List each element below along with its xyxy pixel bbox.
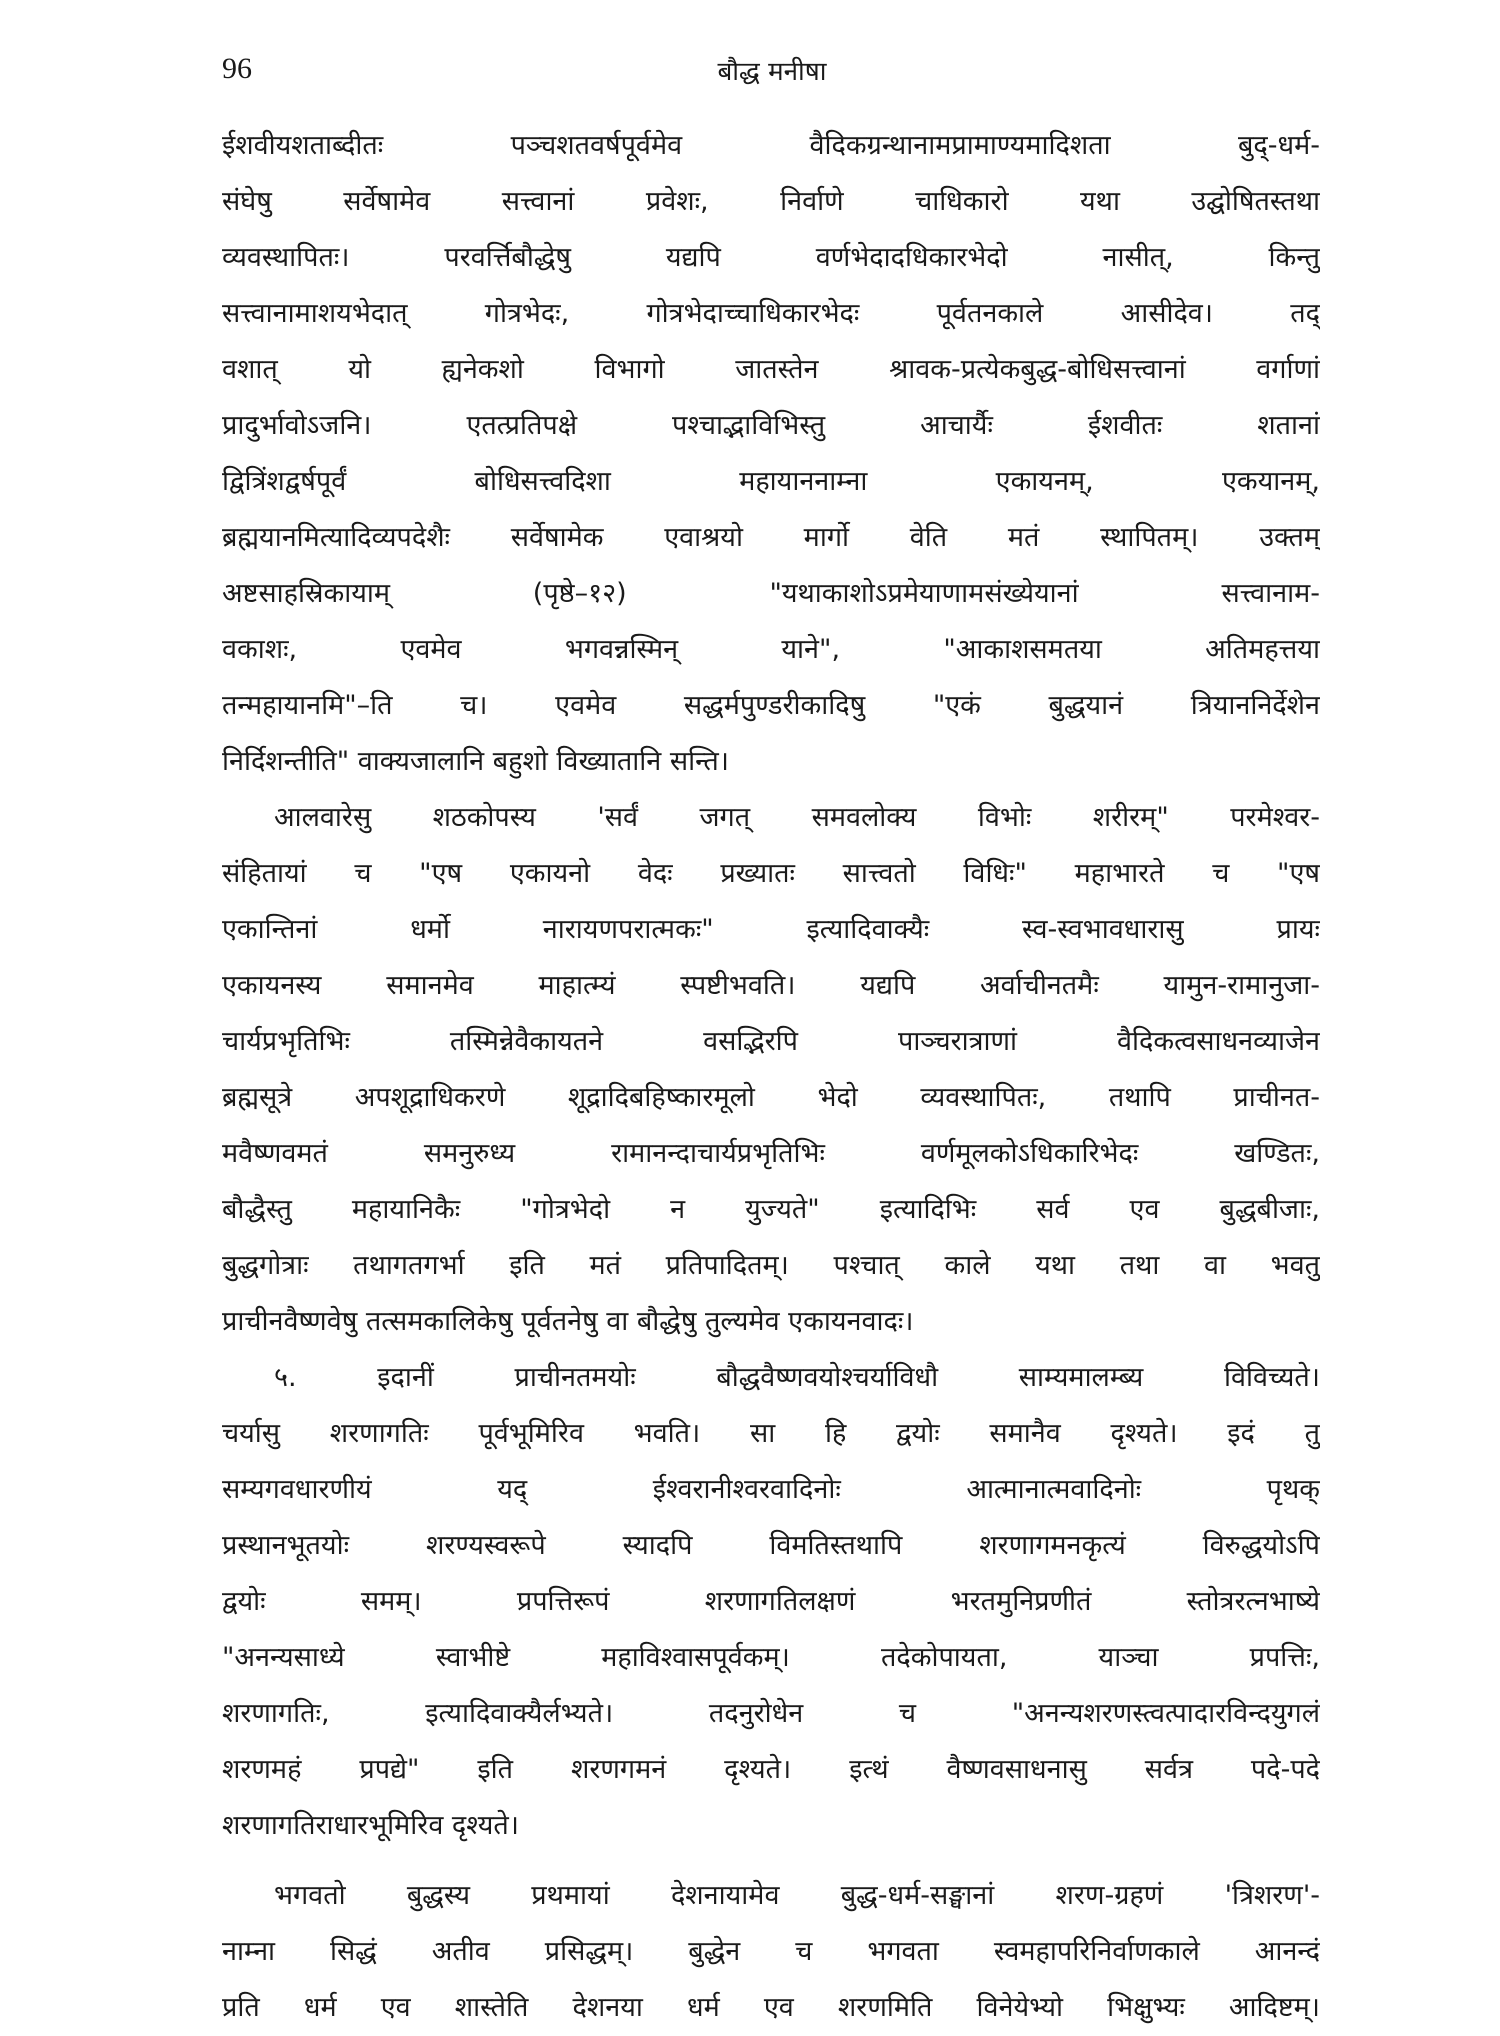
text-line: एकायनस्य समानमेव माहात्म्यं स्पष्टीभवति। यद्यपि अर्वाचीनतमैः यामुन-रामानुजा- bbox=[222, 970, 1320, 1001]
text-line: ब्रह्मसूत्रे अपशूद्राधिकरणे शूद्रादिबहिष्कारमूलो भेदो व्यवस्थापितः, तथापि प्राचीनत- bbox=[222, 1082, 1320, 1113]
paragraph-1 bbox=[222, 118, 1320, 790]
running-title: बौद्ध मनीषा bbox=[717, 57, 827, 87]
text-line: भगवतो बुद्धस्य प्रथमायां देशनायामेव बुद्ध-धर्म-सङ्घानां शरण-ग्रहणं 'त्रिशरण'- bbox=[274, 1880, 1320, 1911]
text-line: प्रस्थानभूतयोः शरण्यस्वरूपे स्यादपि विमतिस्तथापि शरणागमनकृत्यं विरुद्धयोऽपि bbox=[222, 1530, 1320, 1561]
text-line: चर्यासु शरणागतिः पूर्वभूमिरिव भवति। सा हि द्वयोः समानैव दृश्यते। इदं तु bbox=[222, 1418, 1320, 1449]
page-number: 96 bbox=[222, 52, 252, 85]
text-line: व्यवस्थापितः। परवर्त्तिबौद्धेषु यद्यपि वर्णभेदादधिकारभेदो नासीत्, किन्तु bbox=[222, 242, 1320, 273]
text-line: शरणमहं प्रपद्ये" इति शरणगमनं दृश्यते। इत्थं वैष्णवसाधनासु सर्वत्र पदे-पदे bbox=[222, 1754, 1320, 1785]
text-line: मवैष्णवमतं समनुरुध्य रामानन्दाचार्यप्रभृतिभिः वर्णमूलकोऽधिकारिभेदः खण्डितः, bbox=[222, 1138, 1320, 1169]
text-line: अष्टसाहस्रिकायाम् (पृष्ठे–१२) "यथाकाशोऽप्रमेयाणामसंख्येयानां सत्त्वानाम- bbox=[222, 578, 1320, 609]
text-line: प्राचीनवैष्णवेषु तत्समकालिकेषु पूर्वतनेषु वा बौद्धेषु तुल्यमेव एकायनवादः। bbox=[222, 1306, 914, 1337]
text-line: "अनन्यसाध्ये स्वाभीष्टे महाविश्वासपूर्वकम्। तदेकोपायता, याञ्चा प्रपत्तिः, bbox=[222, 1642, 1320, 1673]
text-line: सम्यगवधारणीयं यद् ईश्वरानीश्वरवादिनोः आत्मानात्मवादिनोः पृथक् bbox=[222, 1474, 1320, 1505]
text-line: शरणागतिराधारभूमिरिव दृश्यते। bbox=[222, 1810, 520, 1841]
text-line: बौद्धैस्तु महायानिकैः "गोत्रभेदो न युज्यते" इत्यादिभिः सर्व एव बुद्धबीजाः, bbox=[222, 1194, 1320, 1225]
text-line: द्वित्रिंशद्वर्षपूर्वं बोधिसत्त्वदिशा महायाननाम्ना एकायनम्, एकयानम्, bbox=[222, 466, 1320, 497]
paragraph-2 bbox=[222, 790, 1320, 1350]
text-line: आलवारेसु शठकोपस्य 'सर्वं जगत् समवलोक्य विभोः शरीरम्" परमेश्वर- bbox=[274, 802, 1320, 833]
text-line: निर्दिशन्तीति" वाक्यजालानि बहुशो विख्यातानि सन्ति। bbox=[222, 746, 730, 777]
text-line: शरणागतिः, इत्यादिवाक्यैर्लभ्यते। तदनुरोधेन च "अनन्यशरणस्त्वत्पादारविन्दयुगलं bbox=[222, 1698, 1320, 1729]
text-line: नाम्ना सिद्धं अतीव प्रसिद्धम्। बुद्धेन च भगवता स्वमहापरिनिर्वाणकाले आनन्दं bbox=[222, 1936, 1320, 1967]
text-line: ब्रह्मयानमित्यादिव्यपदेशैः सर्वेषामेक एवाश्रयो मार्गो वेति मतं स्थापितम्। उक्तम् bbox=[222, 522, 1320, 553]
text-line: ईशवीयशताब्दीतः पञ्चशतवर्षपूर्वमेव वैदिकग्रन्थानामप्रामाण्यमादिशता बुद्-धर्म- bbox=[222, 130, 1320, 161]
text-line: ५. इदानीं प्राचीनतमयोः बौद्धवैष्णवयोश्चर्याविधौ साम्यमालम्ब्य विविच्यते। bbox=[274, 1362, 1320, 1393]
text-line: सत्त्वानामाशयभेदात् गोत्रभेदः, गोत्रभेदाच्चाधिकारभेदः पूर्वतनकाले आसीदेव। तद् bbox=[222, 298, 1320, 329]
text-line: संघेषु सर्वेषामेव सत्त्वानां प्रवेशः, निर्वाणे चाधिकारो यथा उद्घोषितस्तथा bbox=[222, 186, 1320, 217]
text-line: प्रादुर्भावोऽजनि। एतत्प्रतिपक्षे पश्चाद्भाविभिस्तु आचार्यैः ईशवीतः शतानां bbox=[222, 410, 1320, 441]
text-line: संहितायां च "एष एकायनो वेदः प्रख्यातः सात्त्वतो विधिः" महाभारते च "एष bbox=[222, 858, 1320, 889]
text-line: वकाशः, एवमेव भगवन्नस्मिन् याने", "आकाशसमतया अतिमहत्तया bbox=[222, 634, 1320, 665]
paragraph-4 bbox=[222, 1868, 1320, 2036]
text-line: द्वयोः समम्। प्रपत्तिरूपं शरणागतिलक्षणं भरतमुनिप्रणीतं स्तोत्ररत्नभाष्ये bbox=[222, 1586, 1320, 1617]
text-line: तन्महायानमि"–ति च। एवमेव सद्धर्मपुण्डरीकादिषु "एकं बुद्धयानं त्रियाननिर्देशेन bbox=[222, 690, 1320, 721]
text-line: एकान्तिनां धर्मो नारायणपरात्मकः" इत्यादिवाक्यैः स्व-स्वभावधारासु प्रायः bbox=[222, 914, 1320, 945]
paragraph-3 bbox=[222, 1350, 1320, 1854]
text-line: बुद्धगोत्राः तथागतगर्भा इति मतं प्रतिपादितम्। पश्चात् काले यथा तथा वा भवतु bbox=[222, 1250, 1320, 1281]
text-line: वशात् यो ह्यनेकशो विभागो जातस्तेन श्रावक-प्रत्येकबुद्ध-बोधिसत्त्वानां वर्गाणां bbox=[222, 354, 1320, 385]
text-line: चार्यप्रभृतिभिः तस्मिन्नेवैकायतने वसद्भिरपि पाञ्चरात्राणां वैदिकत्वसाधनव्याजेन bbox=[222, 1026, 1320, 1057]
text-line: प्रति धर्म एव शास्तेति देशनया धर्म एव शरणमिति विनेयेभ्यो भिक्षुभ्यः आदिष्टम्। bbox=[222, 1992, 1320, 2023]
paragraph-gap bbox=[222, 1854, 1320, 1868]
running-head bbox=[222, 52, 1322, 102]
body-text bbox=[222, 118, 1320, 2036]
